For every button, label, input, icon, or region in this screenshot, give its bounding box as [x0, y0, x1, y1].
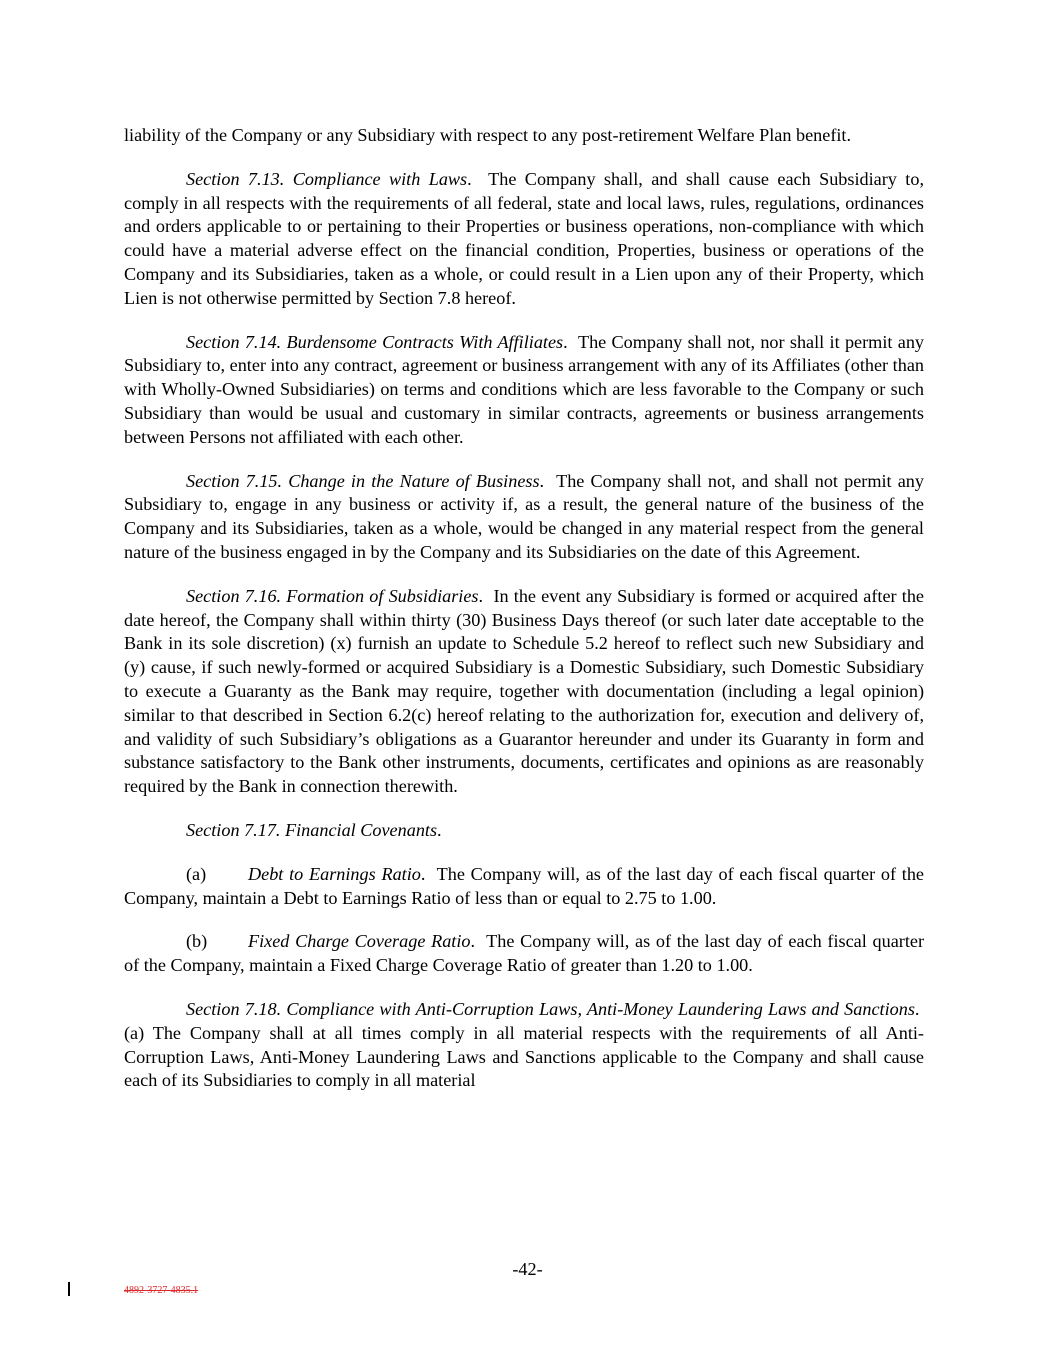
section-heading: Section 7.14. Burdensome Contracts With Affiliates	[186, 331, 564, 352]
section-body: In the event any Subsidiary is formed or acquired after the date hereof, the Company shall within thirty (30) Business Days thereof (or such later date acceptable to the Bank in its sole discretion) (x) furnish an update to Schedule 5.2 hereof to reflect such new Subsidiary and (y) cause, if such newly-formed or acquired Subsidiary is a Domestic Subsidiary, such Domestic Subsidiary to execute a Guaranty as the Bank may require, together with documentation (including a legal opinion) similar to that described in Section 6.2(c) hereof relating to the authorization for, execution and delivery of, and validity of such Subsidiary’s obligations as a Guarantor hereunder and under its Guaranty in form and substance satisfactory to the Bank other instruments, documents, certificates and opinions as are reasonably required by the Bank in connection therewith.	[124, 585, 925, 797]
subsection-label: (a)	[186, 863, 207, 884]
document-id: 4892-3727-4835.1	[124, 1285, 199, 1296]
subsection-a: (a) Debt to Earnings Ratio. The Company will, as of the last day of each fiscal quarter of the Company, maintain a Debt to Earnings Ratio of less than or equal to 2.75 to 1.00.	[124, 863, 925, 908]
continuation-paragraph: liability of the Company or any Subsidiary with respect to any post-retirement Welfare Plan benefit.	[124, 125, 852, 145]
section-7-17: Section 7.17. Financial Covenants.	[186, 819, 442, 840]
section-heading: Section 7.17. Financial Covenants	[186, 819, 438, 840]
section-body: The Company shall, and shall cause each Subsidiary to, comply in all respects with the requirements of all federal, state and local laws, rules, regulations, ordinances and orders applicable to or pertaining to their Properties or business operations, non-compliance with which could have a material adverse effect on the financial condition, Properties, business or operations of the Company and its Subsidiaries, taken as a whole, or could result in a Lien upon any of their Property, which Lien is not otherwise permitted by Section 7.8 hereof.	[124, 168, 924, 308]
section-body: The Company shall not, nor shall it permit any Subsidiary to, enter into any contract, agreement or business arrangement with any of its Affiliates (other than with Wholly-Owned Subsidiaries) on terms and conditions which are less favorable to the Company or such Subsidiary than would be usual and customary in similar contracts, agreements or business arrangements between Persons not affiliated with each other.	[124, 331, 925, 447]
section-heading: Section 7.15. Change in the Nature of Business	[186, 470, 540, 491]
document-page	[124, 124, 924, 1113]
subsection-body: The Company will, as of the last day of each fiscal quarter of the Company, maintain a Debt to Earnings Ratio of less than or equal to 2.75 to 1.00.	[124, 863, 925, 908]
section-body: The Company shall not, and shall not permit any Subsidiary to, engage in any business or activity if, as a result, the general nature of the business of the Company and its Subsidiaries, taken as a whole, would be changed in any material respect from the general nature of the business engaged in by the Company and its Subsidiaries on the date of this Agreement.	[124, 470, 924, 562]
section-7-13: Section 7.13. Compliance with Laws. The Company shall, and shall cause each Subsidiary to, comply in all respects with the requirements of all federal, state and local laws, rules, regulations, ordinances and orders applicable to or pertaining to their Properties or business operations, non-compliance with which could have a material adverse effect on the financial condition, Properties, business or operations of the Company and its Subsidiaries, taken as a whole, or could result in a Lien upon any of their Property, which Lien is not otherwise permitted by Section 7.8 hereof.	[124, 168, 924, 308]
section-7-18: Section 7.18. Compliance with Anti-Corruption Laws, Anti-Money Laundering Laws and Sanctions. (a) The Company shall at all times comply in all material respects with the requirements of all Anti-Corruption Laws, Anti-Money Laundering Laws and Sanctions applicable to the Company and shall cause each of its Subsidiaries to comply in all material	[124, 998, 924, 1091]
section-7-15: Section 7.15. Change in the Nature of Business. The Company shall not, and shall not permit any Subsidiary to, engage in any business or activity if, as a result, the general nature of the business of the Company and its Subsidiaries, taken as a whole, would be changed in any material respect from the general nature of the business engaged in by the Company and its Subsidiaries on the date of this Agreement.	[124, 470, 924, 562]
section-7-16: Section 7.16. Formation of Subsidiaries. In the event any Subsidiary is formed or acquired after the date hereof, the Company shall within thirty (30) Business Days thereof (or such later date acceptable to the Bank in its sole discretion) (x) furnish an update to Schedule 5.2 hereof to reflect such new Subsidiary and (y) cause, if such newly-formed or acquired Subsidiary is a Domestic Subsidiary, such Domestic Subsidiary to execute a Guaranty as the Bank may require, together with documentation (including a legal opinion) similar to that described in Section 6.2(c) hereof relating to the authorization for, execution and delivery of, and validity of such Subsidiary’s obligations as a Guarantor hereunder and under its Guaranty in form and substance satisfactory to the Bank other instruments, documents, certificates and opinions as are reasonably required by the Bank in connection therewith.	[124, 585, 925, 797]
section-heading: Section 7.16. Formation of Subsidiaries	[186, 585, 479, 606]
subsection-body: The Company will, as of the last day of each fiscal quarter of the Company, maintain a Fixed Charge Coverage Ratio of greater than 1.20 to 1.00.	[124, 931, 925, 976]
section-heading: Section 7.13. Compliance with Laws	[186, 168, 468, 189]
subsection-label: (b)	[186, 931, 208, 952]
subsection-heading: Debt to Earnings Ratio	[248, 863, 421, 884]
page-number: -42-	[512, 1259, 543, 1279]
revision-change-bar	[68, 1282, 70, 1296]
section-7-14: Section 7.14. Burdensome Contracts With Affiliates. The Company shall not, nor shall it permit any Subsidiary to, enter into any contract, agreement or business arrangement with any of its Affiliates (other than with Wholly-Owned Subsidiaries) on terms and conditions which are less favorable to the Company or such Subsidiary than would be usual and customary in similar contracts, agreements or business arrangements between Persons not affiliated with each other.	[124, 331, 925, 447]
subsection-b: (b) Fixed Charge Coverage Ratio. The Company will, as of the last day of each fiscal quarter of the Company, maintain a Fixed Charge Coverage Ratio of greater than 1.20 to 1.00.	[124, 931, 925, 976]
subsection-heading: Fixed Charge Coverage Ratio	[248, 931, 471, 952]
section-heading: Section 7.18. Compliance with Anti-Corruption Laws, Anti-Money Laundering Laws and Sanctions	[186, 998, 915, 1019]
section-body: (a) The Company shall at all times comply in all material respects with the requirements of all Anti-Corruption Laws, Anti-Money Laundering Laws and Sanctions applicable to the Company and shall cause each of its Subsidiaries to comply in all material	[124, 1022, 924, 1091]
